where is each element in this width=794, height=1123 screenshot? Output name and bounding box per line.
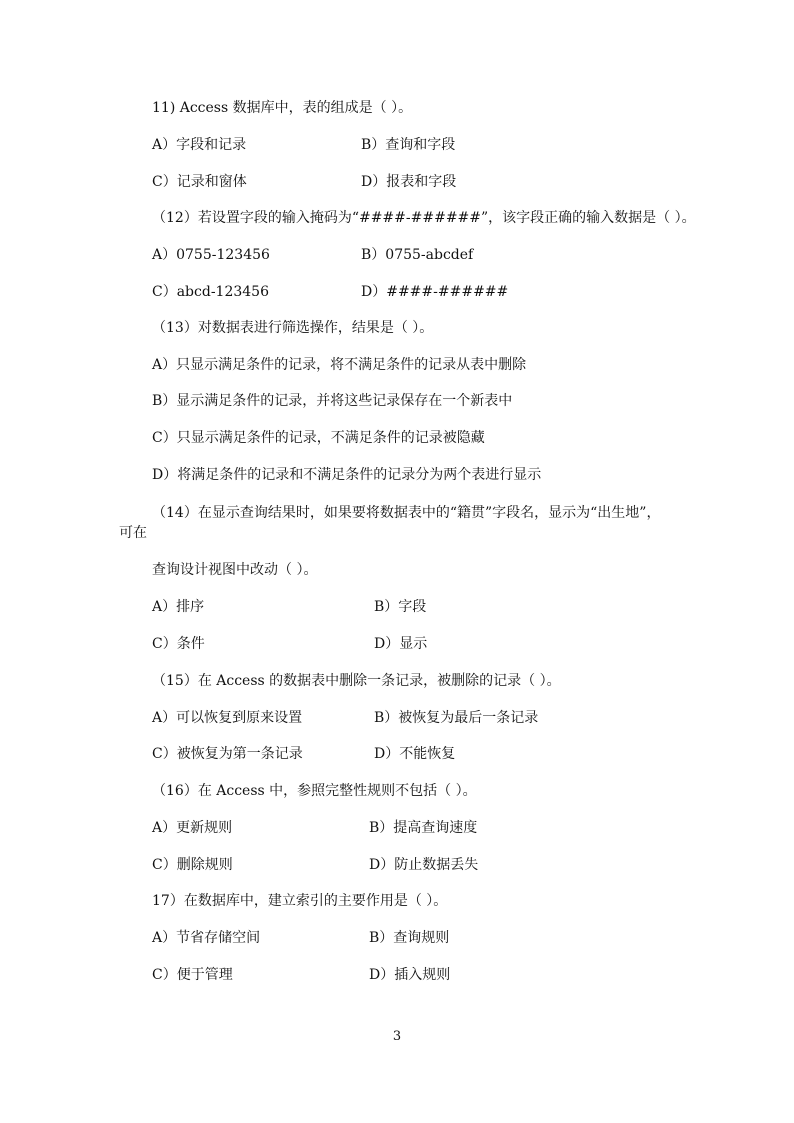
question-17-option-c: C）便于管理: [152, 967, 233, 983]
question-16-option-d: D）防止数据丢失: [369, 857, 479, 873]
question-14-stem-continuation: 可在: [119, 525, 147, 541]
question-16-option-b: B）提高查询速度: [369, 820, 478, 836]
question-14-option-b: B）字段: [374, 599, 427, 615]
question-12-option-b: B）0755-abcdef: [361, 247, 474, 263]
question-11-option-a: A）字段和记录: [152, 137, 247, 153]
question-12-option-c: C）abcd-123456: [152, 284, 269, 300]
question-15-option-a: A）可以恢复到原来设置: [152, 710, 303, 726]
question-11-option-c: C）记录和窗体: [152, 174, 247, 190]
question-13-option-c: C）只显示满足条件的记录，不满足条件的记录被隐藏: [152, 430, 485, 446]
question-14-option-d: D）显示: [374, 636, 428, 652]
question-16-option-a: A）更新规则: [152, 820, 233, 836]
question-12-stem: （12）若设置字段的输入掩码为“####-######”，该字段正确的输入数据是（ ）。: [152, 210, 696, 226]
question-14-stem-line-2: 查询设计视图中改动（ ）。: [152, 562, 318, 578]
question-12-option-a: A）0755-123456: [152, 247, 270, 263]
question-13-stem: （13）对数据表进行筛选操作，结果是（ ）。: [152, 320, 434, 336]
page-number: 3: [392, 1029, 402, 1044]
question-16-stem: （16）在 Access 中，参照完整性规则不包括（ ）。: [152, 783, 477, 799]
question-15-stem: （15）在 Access 的数据表中删除一条记录，被删除的记录（ ）。: [152, 673, 561, 689]
question-17-option-b: B）查询规则: [369, 930, 450, 946]
question-13-option-a: A）只显示满足条件的记录，将不满足条件的记录从表中删除: [152, 357, 527, 373]
question-11-option-b: B）查询和字段: [361, 137, 456, 153]
question-14-stem: （14）在显示查询结果时，如果要将数据表中的“籍贯”字段名，显示为“出生地”，: [152, 505, 661, 521]
question-17-stem: 17）在数据库中，建立索引的主要作用是（ ）。: [152, 893, 448, 909]
question-11-option-d: D）报表和字段: [361, 174, 457, 190]
question-17-option-d: D）插入规则: [369, 967, 451, 983]
question-15-option-b: B）被恢复为最后一条记录: [374, 710, 539, 726]
question-14-option-a: A）排序: [152, 599, 205, 615]
question-11-stem: 11) Access 数据库中，表的组成是（ ）。: [152, 100, 413, 116]
question-15-option-d: D）不能恢复: [374, 746, 456, 762]
question-17-option-a: A）节省存储空间: [152, 930, 261, 946]
question-12-option-d: D）####-######: [361, 284, 509, 300]
question-13-option-d: D）将满足条件的记录和不满足条件的记录分为两个表进行显示: [152, 467, 542, 483]
question-13-option-b: B）显示满足条件的记录，并将这些记录保存在一个新表中: [152, 393, 513, 409]
question-16-option-c: C）删除规则: [152, 857, 233, 873]
question-14-option-c: C）条件: [152, 636, 205, 652]
question-15-option-c: C）被恢复为第一条记录: [152, 746, 303, 762]
